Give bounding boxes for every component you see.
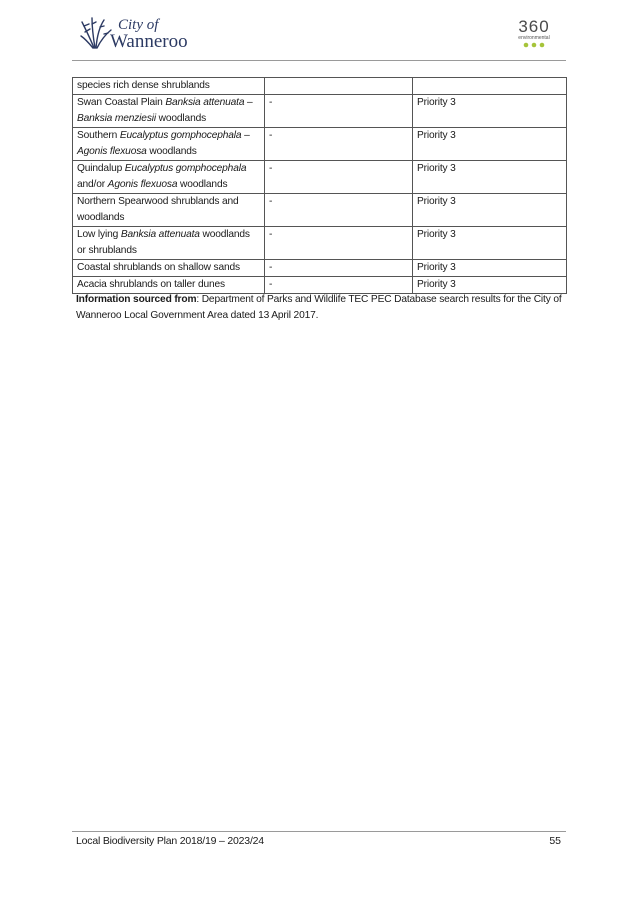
page-number: 55 [549, 835, 561, 847]
tec-status-cell: - [265, 128, 413, 161]
tec-status-cell [265, 78, 413, 95]
logo-dot-3 [540, 43, 545, 48]
community-name-cell: Southern Eucalyptus gomphocephala – Agonis flexuosa woodlands [73, 128, 265, 161]
community-name-cell: Low lying Banksia attenuata woodlands or shrublands [73, 227, 265, 260]
logo-line1: City of [118, 17, 159, 33]
pec-priority-cell: Priority 3 [413, 95, 567, 128]
species-name: Banksia attenuata [120, 229, 200, 240]
source-note [76, 292, 566, 324]
tec-status-cell: - [265, 194, 413, 227]
source-label: Information sourced from [76, 294, 197, 305]
logo-tagline: environmental [518, 35, 550, 41]
species-name: Eucalyptus gomphocephala [124, 163, 247, 174]
pec-priority-cell: Priority 3 [413, 161, 567, 194]
logo-360: 360 [518, 18, 550, 36]
logo-line2: Wanneroo [110, 31, 188, 52]
city-of-wanneroo-logo [80, 12, 210, 54]
community-name-cell: species rich dense shrublands [73, 78, 265, 95]
logo-dot-1 [524, 43, 529, 48]
pec-priority-cell: Priority 3 [413, 260, 567, 277]
tec-status-cell: - [265, 260, 413, 277]
table-row [73, 95, 567, 128]
species-name: Banksia attenuata [165, 97, 245, 108]
community-name-cell: Acacia shrublands on taller dunes [73, 277, 265, 294]
table-row [73, 161, 567, 194]
species-name: Banksia menziesii [77, 113, 156, 124]
pec-priority-cell: Priority 3 [413, 194, 567, 227]
tec-status-cell: - [265, 227, 413, 260]
table-row [73, 194, 567, 227]
community-name-cell: Swan Coastal Plain Banksia attenuata – Banksia menziesii woodlands [73, 95, 265, 128]
pec-priority-cell: Priority 3 [413, 128, 567, 161]
community-name-cell: Northern Spearwood shrublands and woodlands [73, 194, 265, 227]
species-name: Agonis flexuosa [107, 179, 178, 190]
community-name-cell: Coastal shrublands on shallow sands [73, 260, 265, 277]
pec-priority-cell: Priority 3 [413, 277, 567, 294]
tec-status-cell: - [265, 95, 413, 128]
360-environmental-logo [503, 18, 565, 50]
tec-table-body [73, 78, 567, 294]
page-header [0, 0, 637, 62]
pec-priority-cell [413, 78, 567, 95]
table-row [73, 128, 567, 161]
header-divider [72, 60, 566, 61]
tec-status-cell: - [265, 277, 413, 294]
species-name: Agonis flexuosa [77, 146, 147, 157]
table-row [73, 78, 567, 95]
pec-priority-cell: Priority 3 [413, 227, 567, 260]
tec-pec-table [72, 77, 567, 294]
table-row [73, 260, 567, 277]
source-text: : Department of Parks and Wildlife TEC PEC Database search results for the City of Wanneroo Local Government Area dated 13 April 2017. [76, 294, 562, 321]
logo-dot-2 [532, 43, 537, 48]
tec-status-cell: - [265, 161, 413, 194]
community-name-cell: Quindalup Eucalyptus gomphocephala and/or Agonis flexuosa woodlands [73, 161, 265, 194]
table-row [73, 277, 567, 294]
footer-document-title: Local Biodiversity Plan 2018/19 – 2023/24 [76, 835, 264, 847]
footer-divider [72, 831, 566, 832]
table-row [73, 227, 567, 260]
species-name: Eucalyptus gomphocephala [119, 130, 242, 141]
